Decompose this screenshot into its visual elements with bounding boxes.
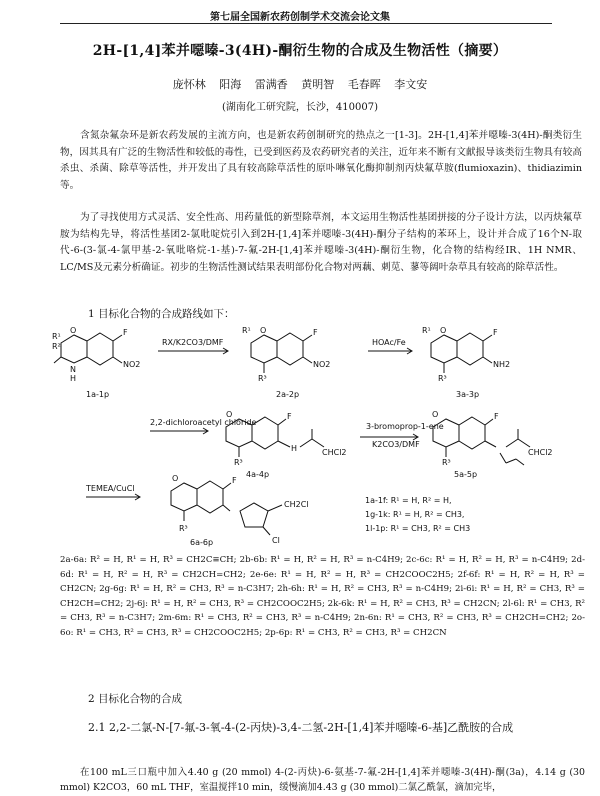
author: 庞怀林 — [172, 78, 206, 91]
nitro-label: NO2 — [123, 360, 141, 369]
fluoro-label-6: F — [232, 476, 237, 485]
substituent-notes: 2a-6a: R² = H, R¹ = H, R³ = CH2C≡CH; 2b-6b: R¹ = H, R² = H, R³ = n-C4H9; 2c-6c: R¹ = H, R² = H, R³ = n-C4H9; 2d-6d: R¹ = H, R² = H, R³ = CH2CH=CH2; 2e-6e: R¹ = H, R² = H, R³ = CH2COOC2H5; 2f-6f: R¹ = H, R² = H, R³ = CH2CN; 2g-6g: R¹ = H, R² = CH3, R³ = n-C3H7; 2h-6h: R¹ = H, R² = CH3, R³ = n-C4H9; 2i-6i: R¹ = H, R² = CH3, R³ = CH2CH=CH2; 2j-6j: R¹ = H, R² = CH3, R³ = CH2COOC2H5; 2k-6k: R¹ = H, R² = CH3, R³ = CH2CN; 2l-6l: R¹ = CH3, R² = CH3, R³ = n-C3H7; 2m-6m: R¹ = CH3, R² = CH3, R³ = n-C4H9; 2n-6n: R¹ = CH3, R² = CH3, R³ = CH2CH=CH2; 2o-6o: R¹ = CH3, R² = CH3, R³ = CH2COOC2H5; 2p-6p: R¹ = CH3, R² = CH3, R³ = CH2CN — [60, 555, 585, 638]
running-header: 第七届全国新农药创制学术交流会论文集 — [210, 12, 390, 23]
oxygen-label-2: O — [260, 326, 267, 335]
oxygen-label-6: O — [172, 474, 179, 483]
fluoro-label-3: F — [493, 328, 498, 337]
compound-4-label: 4a-4p — [246, 470, 270, 479]
author: 黄明智 — [301, 78, 335, 91]
r3-label-4: R³ — [234, 458, 243, 467]
arrow-1-reagent: RX/K2CO3/DMF — [162, 338, 224, 347]
intro-paragraph: 含氮杂氟杂环是新农药发展的主流方向，也是新农药创制研究的热点之一[1-3]。2H-[1,4]苯并噁嗪-3(4H)-酮类衍生物，因其具有广泛的生物活性和较低的毒性，已受到医药及农药研究者的关注，近年来不断有文献报导该类衍生物具有较高杀虫、杀菌、除草等活性，并开发出了具有较高除草活性的原卟啉氧化酶抑制剂丙炔氟草胺(flumioxazin)、thidiazimin等。 — [60, 130, 582, 191]
nitrogen-label: N — [70, 365, 76, 374]
synthesis-scheme — [50, 325, 580, 550]
oxazine-ring-3 — [431, 335, 457, 363]
arrow-5-reagent: TEMEA/CuCl — [86, 484, 135, 493]
fluoro-label-4: F — [287, 412, 292, 421]
nitro-label-2: NO2 — [313, 360, 331, 369]
compound-2-label: 2a-2p — [276, 390, 300, 399]
r2-label: R² — [52, 342, 61, 351]
design-paragraph: 为了寻找使用方式灵活、安全性高、用药量低的新型除草剂，本文运用生物活性基团拼接的分子设计方法，以丙炔氟草胺为结构先导，将活性基团2-氯吡啶烷引入到2H-[1,4]苯并噁嗪-3(4H)-酮分子结构的苯环上，设计并合成了16个N-取代-6-(3-氯-4-氯甲基-2-氧吡咯烷-1-基)-7-氟-2H-[1,4]苯并噁嗪-3(4H)-酮衍生物，化合物的结构经IR、1H NMR、LC/MS及元素分析确证。初步的生物活性测试结果表明部份化合物对两藕、刺苋、蓼等阔叶杂草具有较高的除草活性。 — [60, 212, 582, 273]
r3-label: R³ — [258, 374, 267, 383]
oxazine-ring-6 — [171, 483, 197, 511]
nh-label: H — [291, 444, 298, 453]
compound-6-label: 6a-6p — [190, 538, 214, 547]
arrow-4-base: K2CO3/DMF — [372, 440, 420, 449]
arrow-4-reagent: 3-bromoprop-1-ene — [366, 422, 444, 431]
chloro-label: Cl — [272, 536, 280, 545]
r1-label-2: R¹ — [242, 326, 251, 335]
oxazine-ring-1 — [61, 335, 87, 363]
pyrrolidone-ring — [240, 503, 268, 527]
oxazine-ring-2 — [251, 335, 277, 363]
oxygen-label-4: O — [226, 410, 233, 419]
chcl2-label-2: CHCl2 — [528, 448, 553, 457]
fluoro-label: F — [123, 328, 128, 337]
substituent-legend-1: 1a-1f: R¹ = H, R² = H, — [365, 496, 452, 505]
author-list — [0, 76, 600, 92]
ch2cl-label: CH2Cl — [284, 500, 309, 509]
affiliation: (湖南化工研究院，长沙，410007) — [222, 102, 378, 113]
benzene-ring-5 — [459, 417, 485, 449]
amino-label: NH2 — [493, 360, 511, 369]
author: 雷满香 — [254, 78, 288, 91]
arrow-2-reagent: HOAc/Fe — [372, 338, 406, 347]
benzene-ring-6 — [197, 481, 223, 513]
oxygen-label: O — [70, 326, 77, 335]
section-heading-1: 1 目标化合物的合成路线如下： — [88, 308, 235, 320]
section-heading-2: 2 目标化合物的合成 — [88, 693, 183, 705]
compound-3-label: 3a-3p — [456, 390, 480, 399]
procedure-paragraph: 在100 mL三口瓶中加入4.40 g (20 mmol) 4-(2-丙炔)-6-氨基-7-氟-2H-[1,4]苯并噁嗪-3(4H)-酮(3a)，4.14 g (30 mmol) K2CO3，60 mL THF，室温搅拌10 min，缓慢滴加4.43 g (30 mmol)二氯乙酰氯，滴加完毕， — [60, 767, 585, 793]
oxygen-label-3: O — [440, 326, 447, 335]
fluoro-label-2: F — [313, 328, 318, 337]
oxygen-label-5: O — [432, 410, 439, 419]
compound-5-label: 5a-5p — [454, 470, 478, 479]
header-rule — [60, 23, 552, 24]
author: 李文安 — [394, 78, 428, 91]
r3-label-5: R³ — [442, 458, 451, 467]
compound-1-label: 1a-1p — [86, 390, 110, 399]
subsection-heading-2-1: 2.1 2,2-二氯-N-[7-氟-3-氧-4-(2-丙炔)-3,4-二氢-2H-[1,4]苯并噁嗪-6-基]乙酰胺的合成 — [88, 721, 514, 734]
benzene-ring-2 — [277, 333, 303, 365]
chcl2-label: CHCl2 — [322, 448, 347, 457]
paper-title: 2H-[1,4]苯并噁嗪-3(4H)-酮衍生物的合成及生物活性（摘要） — [92, 43, 508, 59]
author: 阳海 — [219, 78, 242, 91]
benzene-ring-1 — [87, 333, 113, 365]
benzene-ring-3 — [457, 333, 483, 365]
fluoro-label-5: F — [494, 412, 499, 421]
arrow-3-reagent: 2,2-dichloroacetyl chloride — [150, 418, 257, 427]
author: 毛春晖 — [347, 78, 381, 91]
substituent-legend-3: 1l-1p: R¹ = CH3, R² = CH3 — [365, 524, 471, 533]
substituent-legend-2: 1g-1k: R¹ = H, R² = CH3, — [365, 510, 465, 519]
r3-label-6: R³ — [179, 524, 188, 533]
r1-label-3: R¹ — [422, 326, 431, 335]
hydrogen-label: H — [70, 374, 77, 383]
r1-label: R¹ — [52, 332, 61, 341]
r3-label-3: R³ — [438, 374, 447, 383]
